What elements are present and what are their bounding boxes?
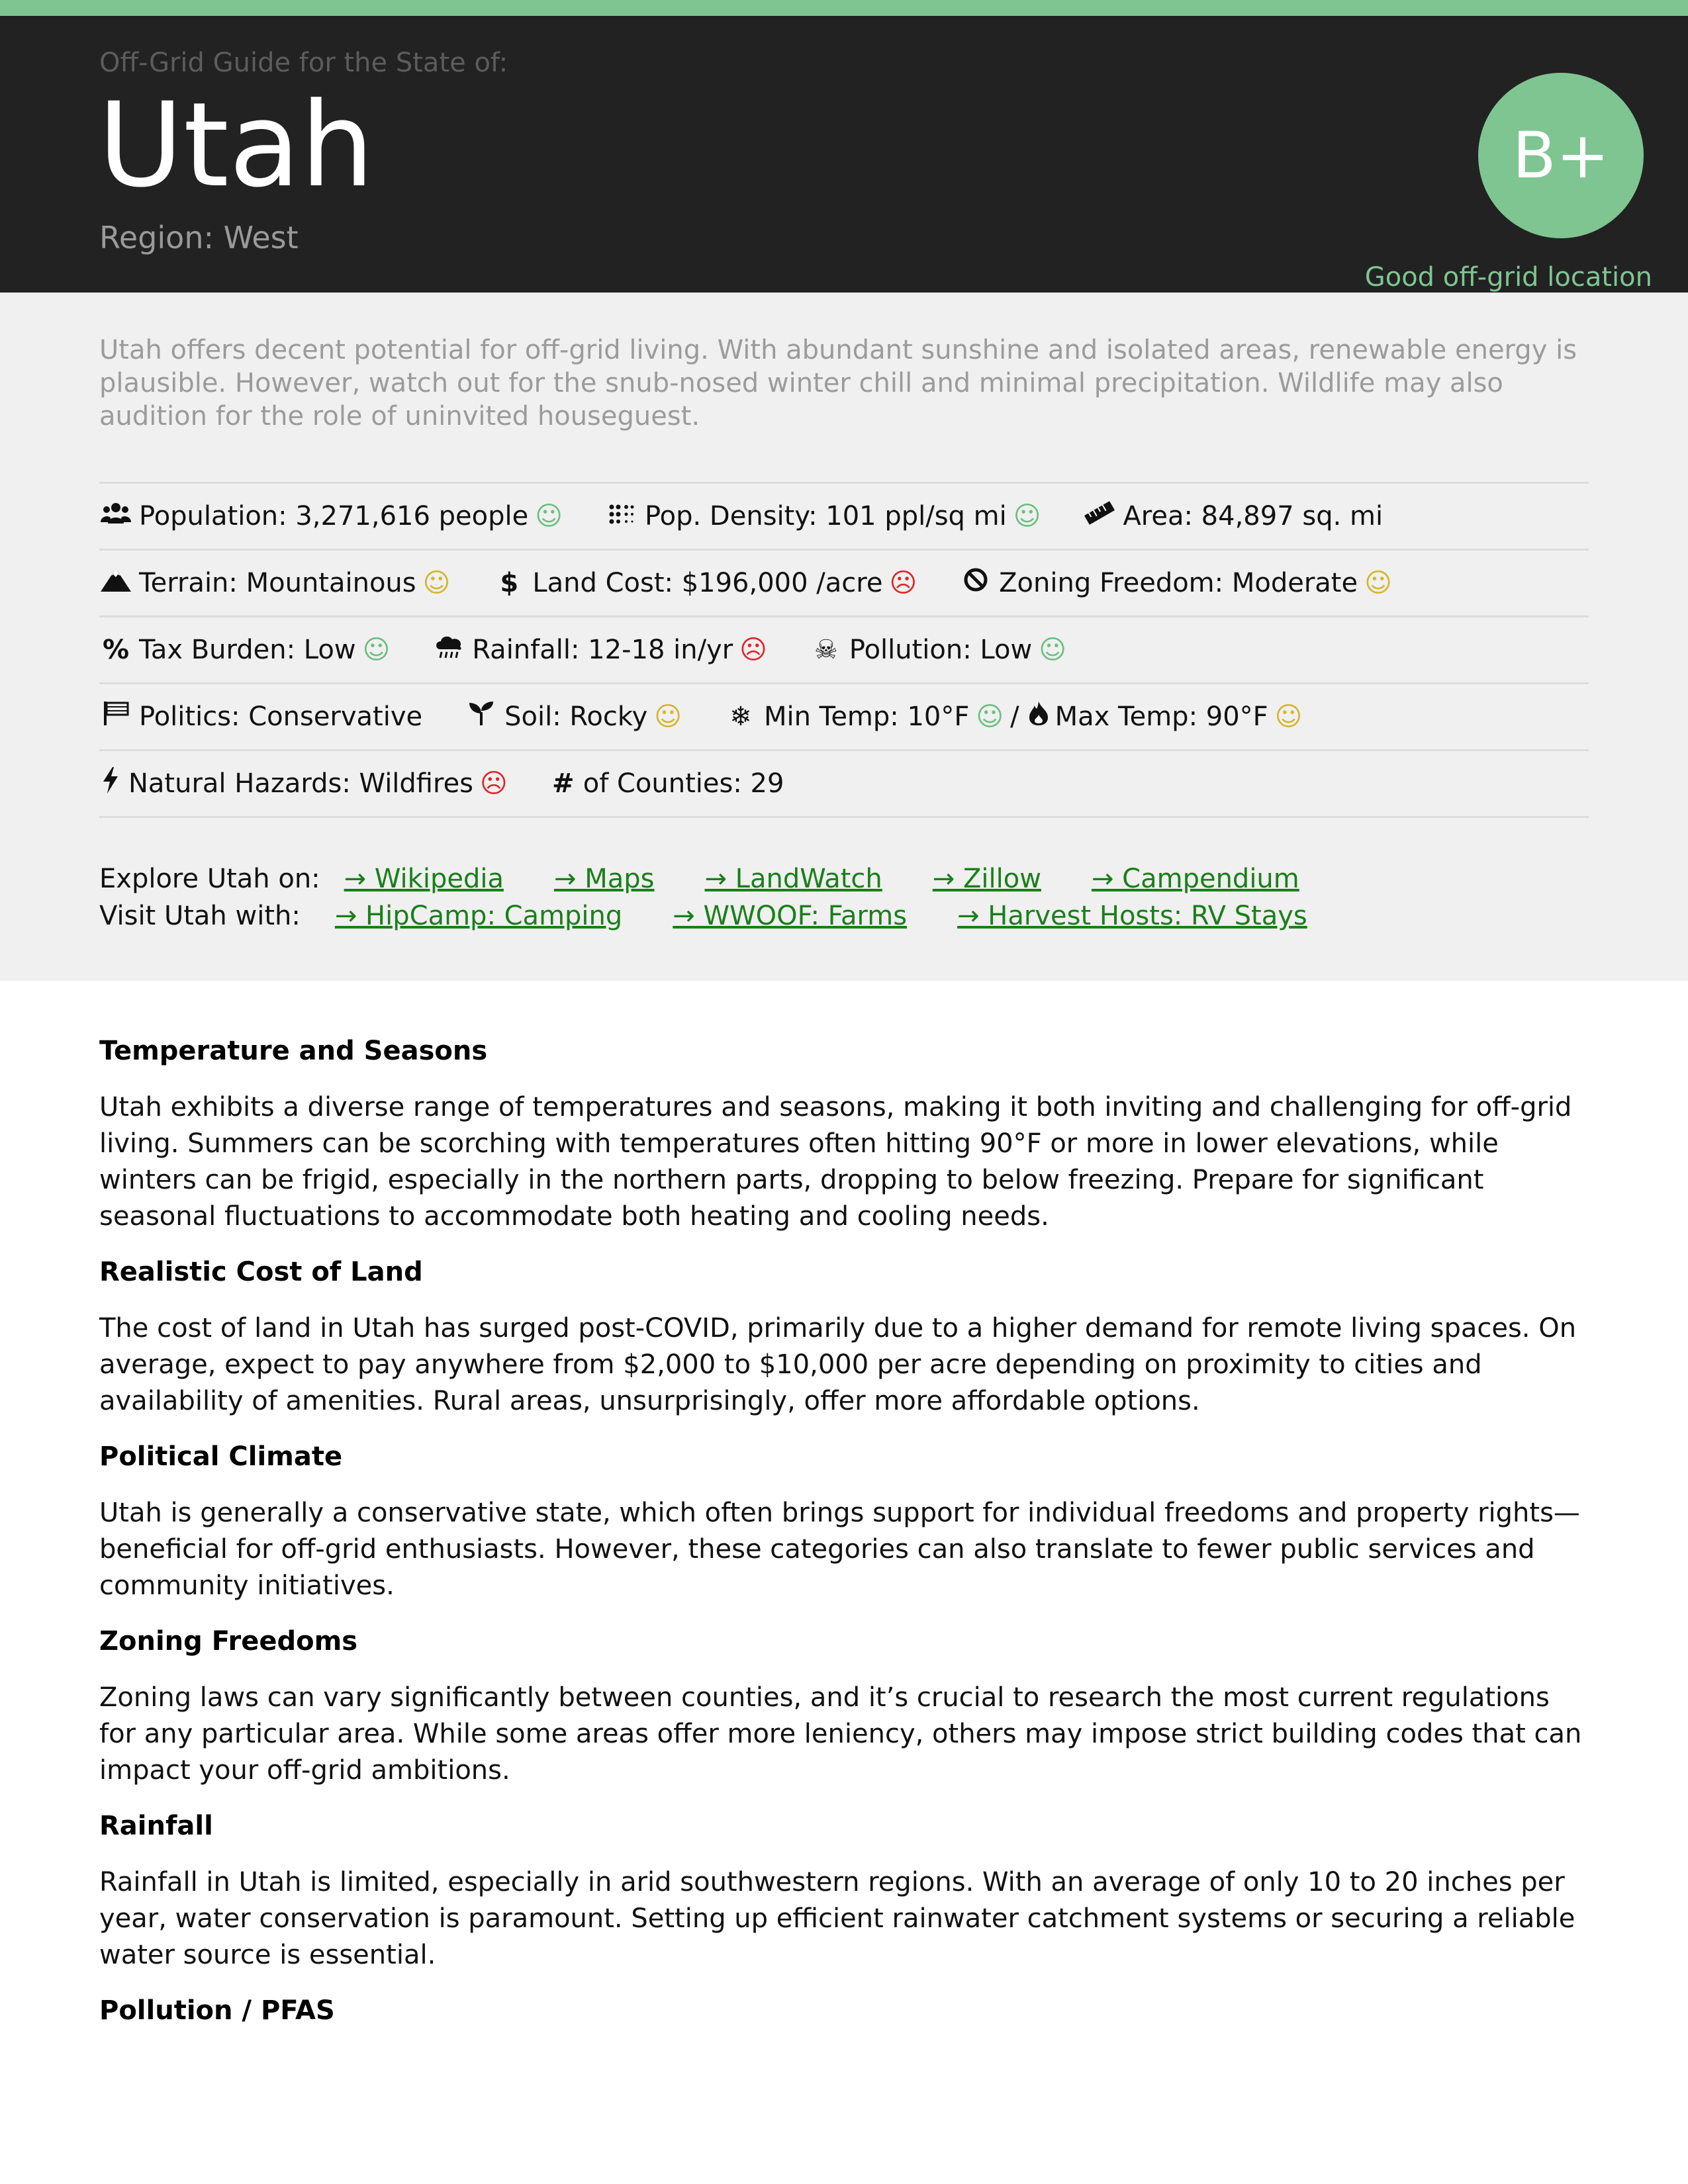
explore-label: Explore Utah on: bbox=[99, 864, 320, 894]
dollar-icon: $ bbox=[500, 568, 519, 598]
stat-text: Zoning Freedom: Moderate bbox=[999, 568, 1358, 598]
stat-text: Soil: Rocky bbox=[504, 702, 648, 732]
rating-neutral-icon: ☺ bbox=[1364, 568, 1392, 598]
stats-row bbox=[99, 615, 1589, 682]
header-kicker: Off-Grid Guide for the State of: bbox=[99, 48, 508, 78]
region-label: Region: West bbox=[99, 220, 299, 255]
stat-soil bbox=[465, 700, 682, 733]
stat-text: Area: 84,897 sq. mi bbox=[1123, 501, 1383, 531]
rating-bad-icon: ☹ bbox=[889, 568, 917, 598]
link-wikipedia[interactable]: → Wikipedia bbox=[344, 864, 504, 894]
snowflake-icon: ❄ bbox=[729, 702, 752, 732]
visit-label: Visit Utah with: bbox=[99, 901, 301, 931]
rating-good-icon: ☺ bbox=[976, 702, 1004, 732]
stat-counties bbox=[550, 768, 784, 799]
hashtag-icon: # bbox=[551, 768, 575, 799]
rating-neutral-icon: ☺ bbox=[654, 702, 682, 732]
stat-text: of Counties: 29 bbox=[583, 768, 784, 799]
mountain-icon bbox=[99, 567, 132, 599]
cloud-rain-icon bbox=[432, 633, 465, 666]
stat-politics bbox=[99, 700, 422, 733]
rating-good-icon: ☺ bbox=[1039, 635, 1066, 665]
stat-text: Land Cost: $196,000 /acre bbox=[532, 568, 883, 598]
page-title: Utah bbox=[98, 77, 375, 213]
page-header bbox=[0, 16, 1688, 293]
stat-population bbox=[99, 501, 563, 531]
link-hipcamp[interactable]: → HipCamp: Camping bbox=[334, 901, 623, 931]
section-heading: Pollution / PFAS bbox=[99, 1995, 335, 2026]
explore-links-row bbox=[99, 860, 1589, 897]
summary-panel bbox=[0, 293, 1688, 981]
stat-text: Politics: Conservative bbox=[139, 702, 423, 732]
section-text: Zoning laws can vary significantly between counties, and it’s crucial to research the most current regulations for any particular area. While some areas offer more leniency, others may impose strict building codes that can impact your off-grid ambitions. bbox=[99, 1682, 1582, 1786]
stat-tax bbox=[99, 635, 390, 665]
section-heading: Political Climate bbox=[99, 1441, 343, 1472]
ban-icon bbox=[959, 567, 992, 599]
stat-zoning bbox=[959, 567, 1392, 599]
bolt-icon bbox=[99, 767, 122, 800]
section-heading: Temperature and Seasons bbox=[99, 1036, 488, 1066]
top-accent-bar bbox=[0, 0, 1688, 16]
rating-neutral-icon: ☺ bbox=[422, 568, 451, 598]
stat-land-cost bbox=[492, 568, 917, 598]
stats-row bbox=[99, 549, 1589, 615]
grade-description: Good off-grid location bbox=[1364, 262, 1652, 293]
stat-hazards bbox=[99, 767, 508, 800]
grade-value: B+ bbox=[1512, 118, 1610, 193]
stat-text: Rainfall: 12-18 in/yr bbox=[472, 635, 733, 665]
link-campendium[interactable]: → Campendium bbox=[1091, 864, 1299, 894]
stat-text: Terrain: Mountainous bbox=[139, 568, 416, 598]
stat-pollution bbox=[810, 635, 1066, 665]
section-text: The cost of land in Utah has surged post-COVID, primarily due to a higher demand for remote living spaces. On average, expect to pay anywhere from $2,000 to $10,000 per acre depending on proximity to cities and availability of amenities. Rural areas, unsurprisingly, offer more affordable options. bbox=[99, 1313, 1577, 1416]
link-wwoof[interactable]: → WWOOF: Farms bbox=[673, 901, 908, 931]
section-text: Utah exhibits a diverse range of temperatures and seasons, making it both inviting and challenging for off-grid living. Summers can be scorching with temperatures often hitting 90°F or more in lower elevations, while winters can be frigid, especially in the northern parts, dropping to below freezing. Prepare for significant seasonal fluctuations to accommodate both heating and cooling needs. bbox=[99, 1092, 1572, 1232]
users-icon bbox=[99, 501, 132, 531]
temperature-separator: / bbox=[1010, 702, 1019, 732]
link-landwatch[interactable]: → LandWatch bbox=[704, 864, 882, 894]
stat-text: Population: 3,271,616 people bbox=[139, 501, 529, 531]
rating-neutral-icon: ☺ bbox=[1274, 702, 1303, 732]
stat-text: Pollution: Low bbox=[849, 635, 1033, 665]
rating-bad-icon: ☹ bbox=[480, 768, 508, 799]
section-text: Rainfall in Utah is limited, especially in arid southwestern regions. With an average of only 10 to 20 inches per year, water conservation is paramount. Setting up efficient rainwater catchment systems or securing a reliable water source is essential. bbox=[99, 1867, 1575, 1970]
stats-row bbox=[99, 749, 1589, 818]
dots-grid-icon bbox=[605, 501, 638, 531]
stats-row bbox=[99, 482, 1589, 549]
section-heading: Zoning Freedoms bbox=[99, 1626, 358, 1657]
stat-text: Max Temp: 90°F bbox=[1055, 702, 1268, 732]
stats-row bbox=[99, 682, 1589, 749]
stat-area bbox=[1083, 501, 1383, 531]
stat-text: Tax Burden: Low bbox=[139, 635, 356, 665]
section-text: Utah is generally a conservative state, which often brings support for individual freedoms and property rights—beneficial for off-grid enthusiasts. However, these categories can also translate to fewer public services and community initiatives. bbox=[99, 1498, 1580, 1601]
grade-badge bbox=[1478, 73, 1644, 238]
stats-grid bbox=[99, 482, 1589, 818]
fire-icon bbox=[1026, 700, 1051, 733]
section-heading: Rainfall bbox=[99, 1811, 213, 1841]
stat-terrain bbox=[99, 567, 450, 599]
visit-links-row bbox=[99, 897, 1589, 934]
link-zillow[interactable]: → Zillow bbox=[932, 864, 1041, 894]
rating-good-icon: ☺ bbox=[362, 635, 391, 665]
article-body bbox=[99, 1032, 1589, 2029]
stat-text: Min Temp: 10°F bbox=[763, 702, 970, 732]
skull-crossbones-icon: ☠ bbox=[814, 635, 838, 665]
percent-icon: % bbox=[102, 635, 130, 665]
stat-text: Natural Hazards: Wildfires bbox=[128, 768, 474, 799]
rating-good-icon: ☺ bbox=[535, 501, 563, 531]
stat-temperature bbox=[724, 700, 1302, 733]
stat-density bbox=[605, 501, 1041, 531]
rating-good-icon: ☺ bbox=[1013, 501, 1041, 531]
seedling-icon bbox=[465, 700, 498, 733]
rating-bad-icon: ☹ bbox=[739, 635, 767, 665]
link-harvest-hosts[interactable]: → Harvest Hosts: RV Stays bbox=[957, 901, 1307, 931]
section-heading: Realistic Cost of Land bbox=[99, 1257, 423, 1287]
flag-icon bbox=[99, 700, 132, 733]
ruler-icon bbox=[1083, 501, 1116, 531]
stat-text: Pop. Density: 101 ppl/sq mi bbox=[644, 501, 1007, 531]
link-maps[interactable]: → Maps bbox=[553, 864, 655, 894]
stat-rainfall bbox=[432, 633, 767, 666]
external-links bbox=[99, 860, 1589, 934]
state-blurb: Utah offers decent potential for off-grid living. With abundant sunshine and isolated areas, renewable energy is plausible. However, watch out for the snub-nosed winter chill and minimal precipitation. Wildlife may also audition for the role of uninvited houseguest. bbox=[99, 335, 1577, 432]
